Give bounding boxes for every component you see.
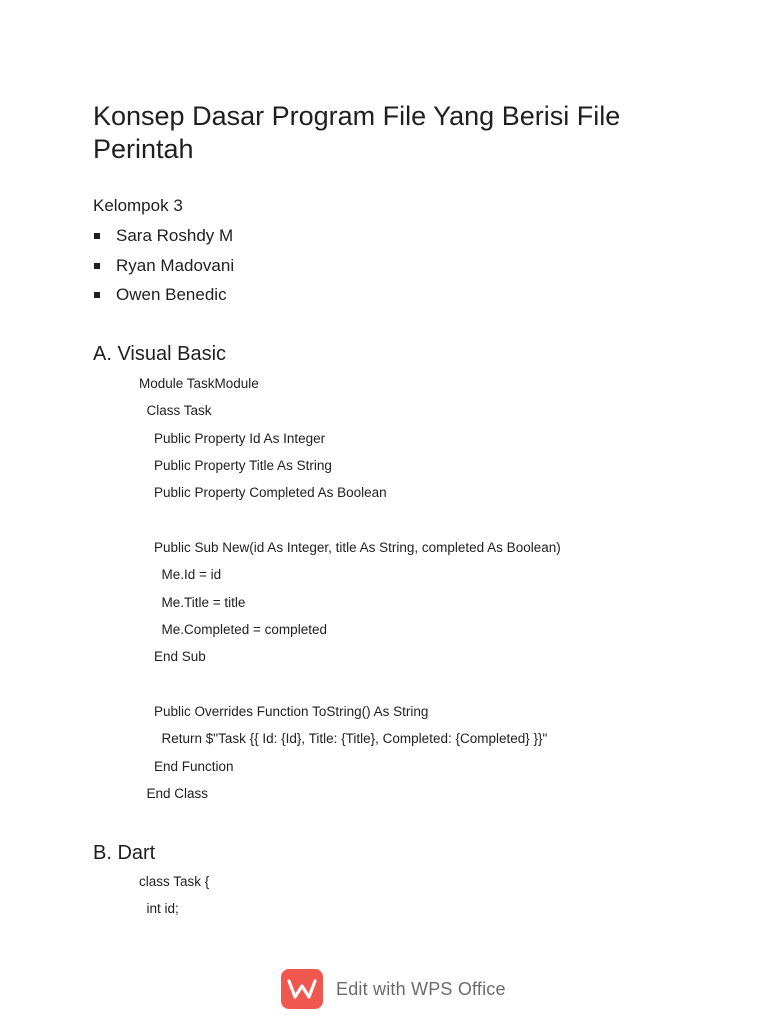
code-line: Public Sub New(id As Integer, title As String, completed As Boolean) [139, 540, 561, 556]
visual-basic-code-block [139, 376, 561, 814]
code-line: Module TaskModule [139, 376, 259, 391]
bullet-square-icon [94, 233, 100, 239]
code-line: Public Property Title As String [139, 458, 332, 474]
code-line: Return $"Task {{ Id: {Id}, Title: {Title}, Completed: {Completed} }}" [139, 731, 548, 747]
wps-w-glyph-icon [287, 978, 317, 1000]
wps-label[interactable]: Edit with WPS Office [336, 978, 506, 999]
member-list [93, 226, 234, 315]
code-line: End Function [139, 758, 234, 774]
document-title: Konsep Dasar Program File Yang Berisi File Perintah [93, 101, 621, 164]
code-line [139, 513, 561, 540]
code-line: int id; [139, 901, 179, 916]
edit-with-wps-button[interactable] [281, 969, 506, 1009]
code-line: End Sub [139, 649, 206, 665]
code-line: Me.Title = title [139, 594, 246, 610]
code-line: Public Overrides Function ToString() As String [139, 704, 429, 720]
member-name: Sara Roshdy M [116, 226, 234, 245]
dart-code-block [139, 874, 209, 928]
code-line [139, 677, 561, 704]
wps-logo-icon [281, 969, 323, 1009]
section-heading-visual-basic: A. Visual Basic [93, 343, 227, 365]
code-line: Class Task [139, 403, 212, 419]
list-item [93, 256, 234, 286]
code-line: Public Property Id As Integer [139, 430, 326, 446]
group-label: Kelompok 3 [93, 196, 183, 215]
list-item [93, 226, 234, 256]
section-heading-dart: B. Dart [93, 842, 156, 864]
code-line: class Task { [139, 874, 210, 889]
list-item [93, 285, 234, 315]
code-line: Me.Completed = completed [139, 622, 327, 638]
bullet-square-icon [94, 263, 100, 269]
code-line: End Class [139, 786, 209, 802]
code-line: Me.Id = id [139, 567, 222, 583]
member-name: Ryan Madovani [116, 255, 235, 275]
bullet-square-icon [94, 292, 100, 298]
code-line: Public Property Completed As Boolean [139, 485, 387, 501]
member-name: Owen Benedic [116, 285, 227, 304]
